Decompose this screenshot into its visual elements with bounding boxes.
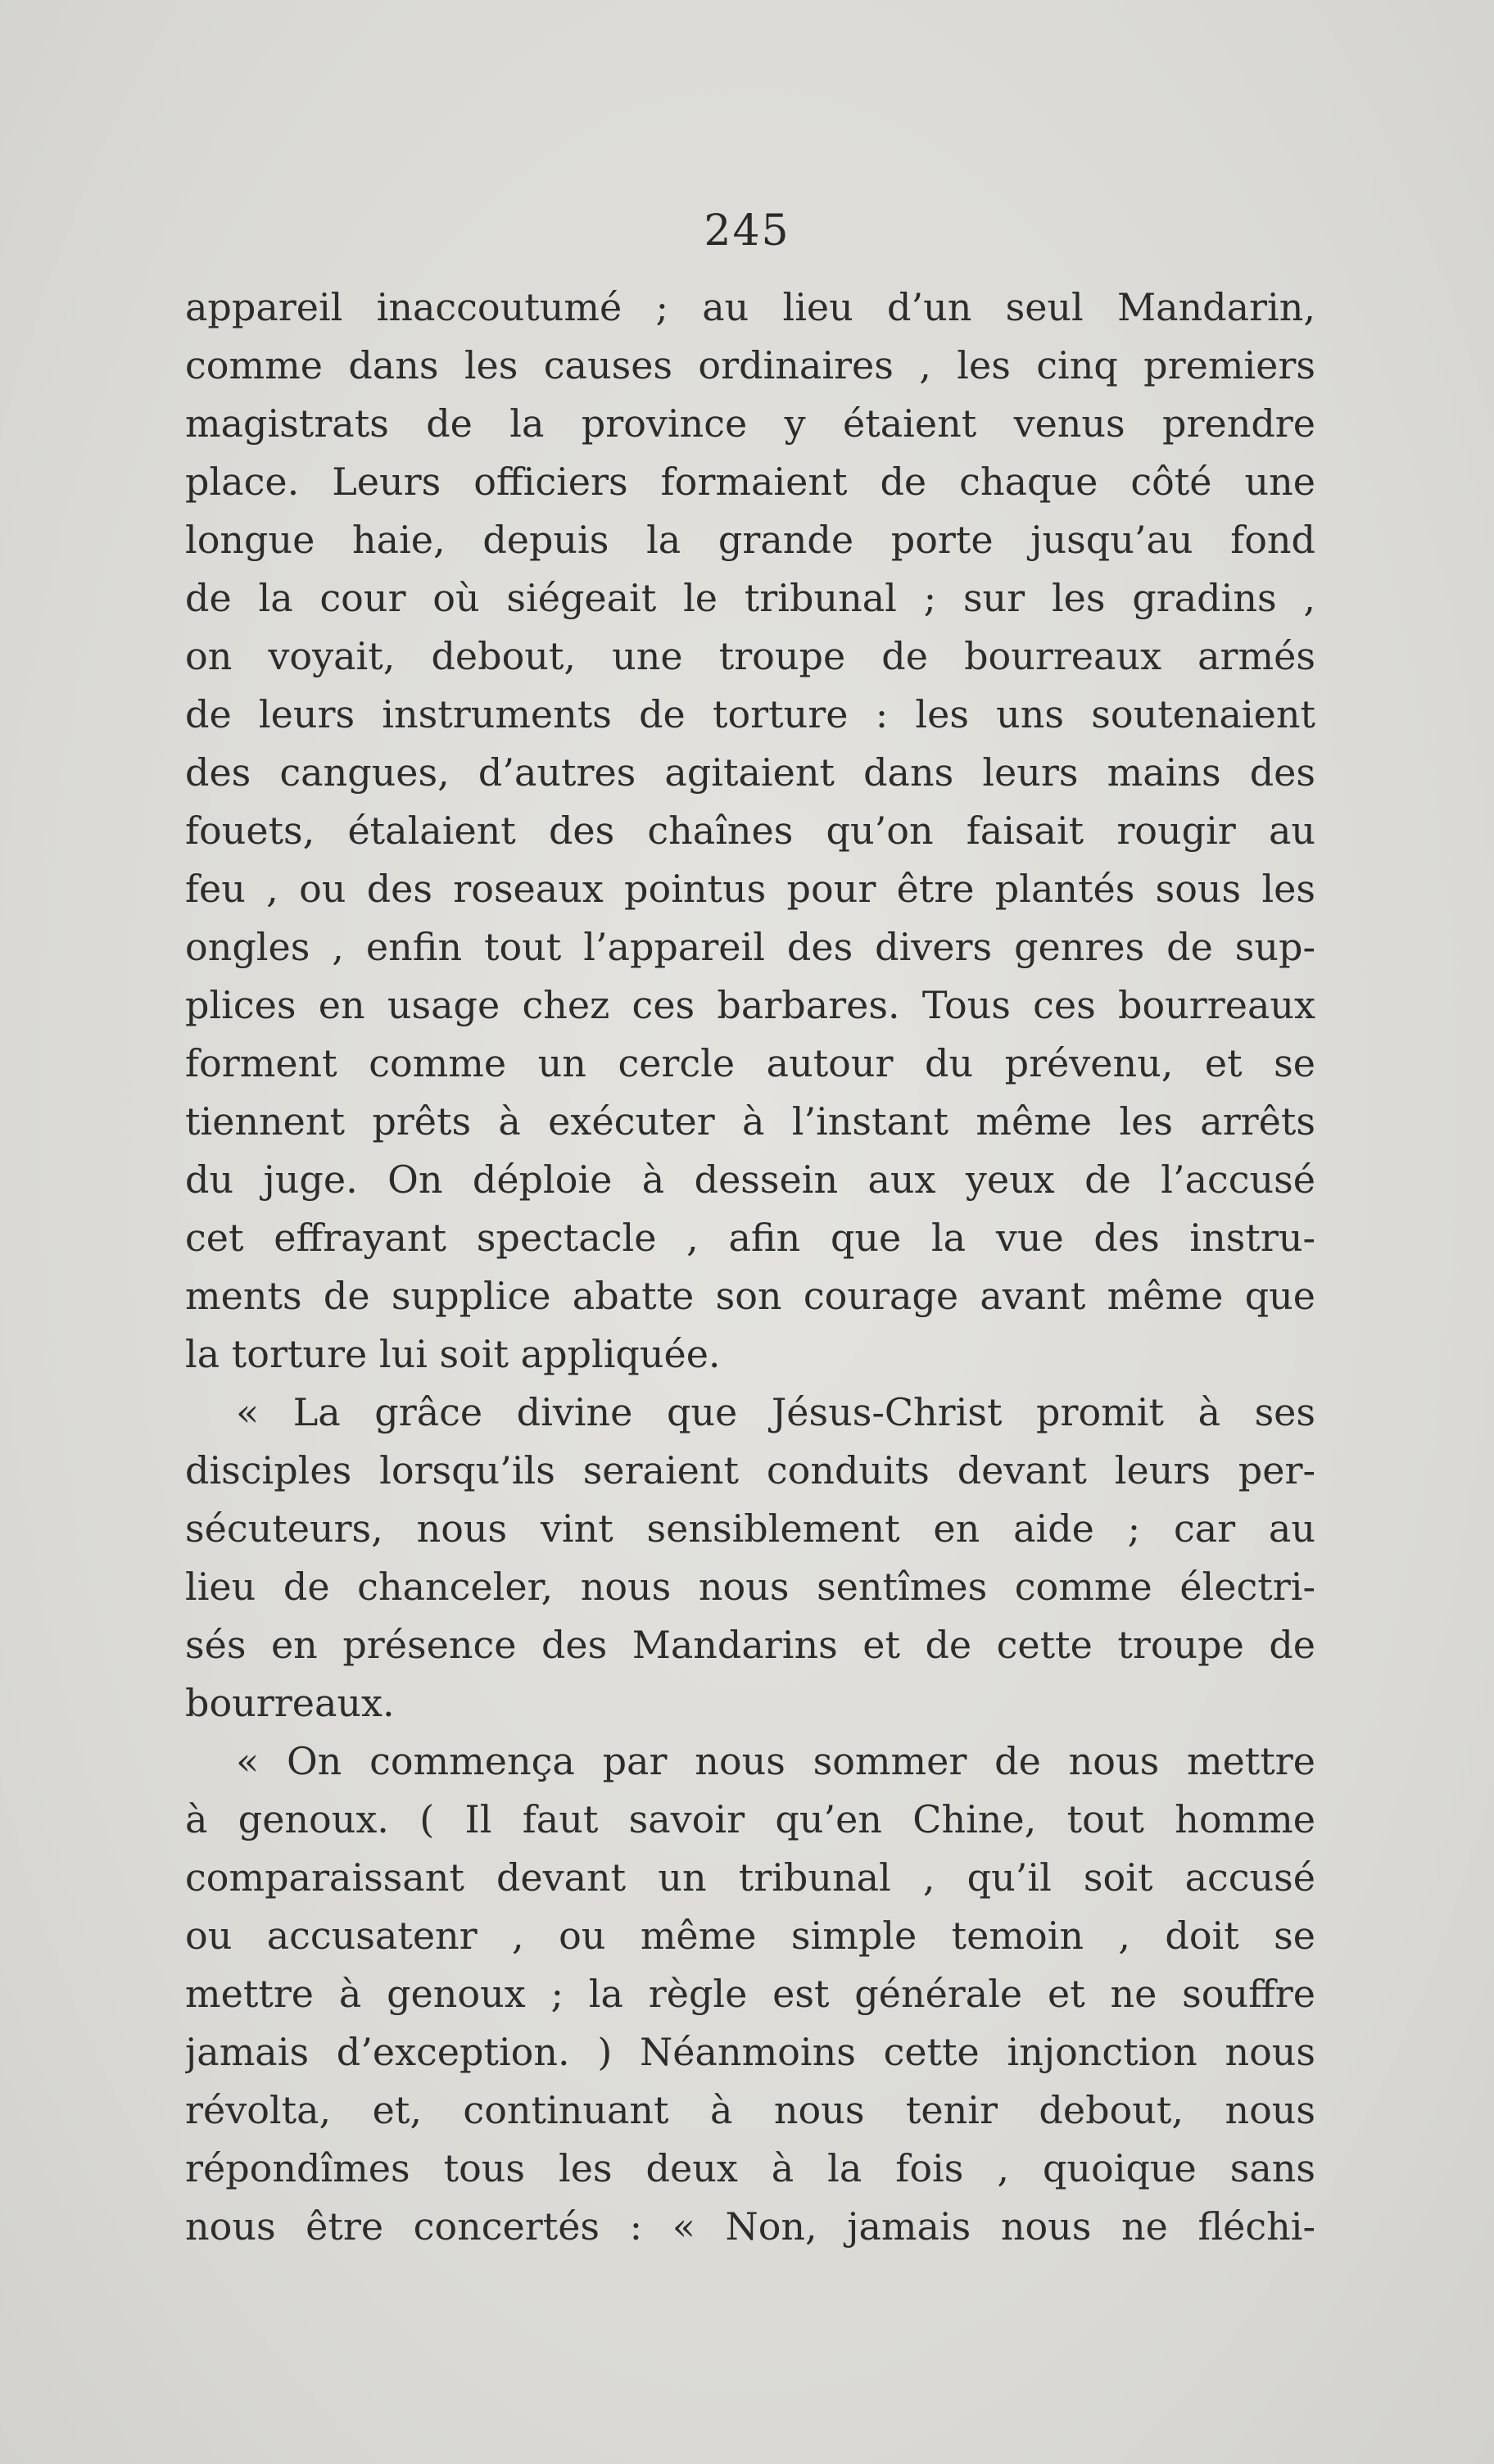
text-line: disciples lorsqu’ils seraient conduits devant leurs per-	[185, 1448, 1315, 1492]
text-line: répondîmes tous les deux à la fois , quoique sans	[185, 2146, 1315, 2190]
text-line: on voyait, debout, une troupe de bourreaux armés	[185, 634, 1315, 678]
text-line: bourreaux.	[185, 1681, 395, 1725]
text-line: ongles , enfin tout l’appareil des divers genres de sup-	[185, 925, 1315, 969]
text-line: ou accusatenr , ou même simple temoin , doit se	[185, 1914, 1315, 1958]
text-line: lieu de chanceler, nous nous sentîmes comme électri-	[185, 1565, 1315, 1609]
text-line: « La grâce divine que Jésus-Christ promit à ses	[236, 1390, 1315, 1434]
text-line: mettre à genoux ; la règle est générale et ne souffre	[185, 1972, 1315, 2016]
text-line: des cangues, d’autres agitaient dans leurs mains des	[185, 750, 1315, 795]
text-line: fouets, étalaient des chaînes qu’on faisait rougir au	[185, 808, 1315, 853]
text-line: place. Leurs officiers formaient de chaque côté une	[185, 460, 1315, 504]
text-line: comparaissant devant un tribunal , qu’il soit accusé	[185, 1855, 1315, 1900]
text-line: comme dans les causes ordinaires , les cinq premiers	[185, 343, 1315, 387]
text-line: « On commença par nous sommer de nous mettre	[236, 1739, 1315, 1783]
text-line: de la cour où siégeait le tribunal ; sur les gradins ,	[185, 576, 1315, 620]
text-line: appareil inaccoutumé ; au lieu d’un seul Mandarin,	[185, 285, 1315, 329]
body-text	[185, 279, 1315, 2256]
text-line: à genoux. ( Il faut savoir qu’en Chine, tout homme	[185, 1797, 1315, 1841]
text-line: jamais d’exception. ) Néanmoins cette injonction nous	[185, 2030, 1315, 2074]
text-line: la torture lui soit appliquée.	[185, 1332, 721, 1376]
text-line: sés en présence des Mandarins et de cette troupe de	[185, 1623, 1315, 1667]
text-line: forment comme un cercle autour du prévenu, et se	[185, 1041, 1315, 1085]
text-line: ments de supplice abatte son courage avant même que	[185, 1274, 1315, 1318]
text-line: longue haie, depuis la grande porte jusqu’au fond	[185, 518, 1315, 562]
text-line: nous être concertés : « Non, jamais nous ne fléchi-	[185, 2204, 1315, 2249]
text-line: plices en usage chez ces barbares. Tous ces bourreaux	[185, 983, 1315, 1027]
text-line: magistrats de la province y étaient venus prendre	[185, 401, 1315, 446]
page-number: 245	[704, 206, 790, 256]
text-line: révolta, et, continuant à nous tenir debout, nous	[185, 2088, 1315, 2132]
text-line: tiennent prêts à exécuter à l’instant même les arrêts	[185, 1099, 1315, 1144]
text-line: cet effrayant spectacle , afin que la vue des instru-	[185, 1216, 1315, 1260]
text-line: sécuteurs, nous vint sensiblement en aide ; car au	[185, 1506, 1315, 1551]
text-line: de leurs instruments de torture : les uns soutenaient	[185, 692, 1315, 736]
text-line: du juge. On déploie à dessein aux yeux de l’accusé	[185, 1157, 1315, 1202]
text-line: feu , ou des roseaux pointus pour être plantés sous les	[185, 867, 1315, 911]
